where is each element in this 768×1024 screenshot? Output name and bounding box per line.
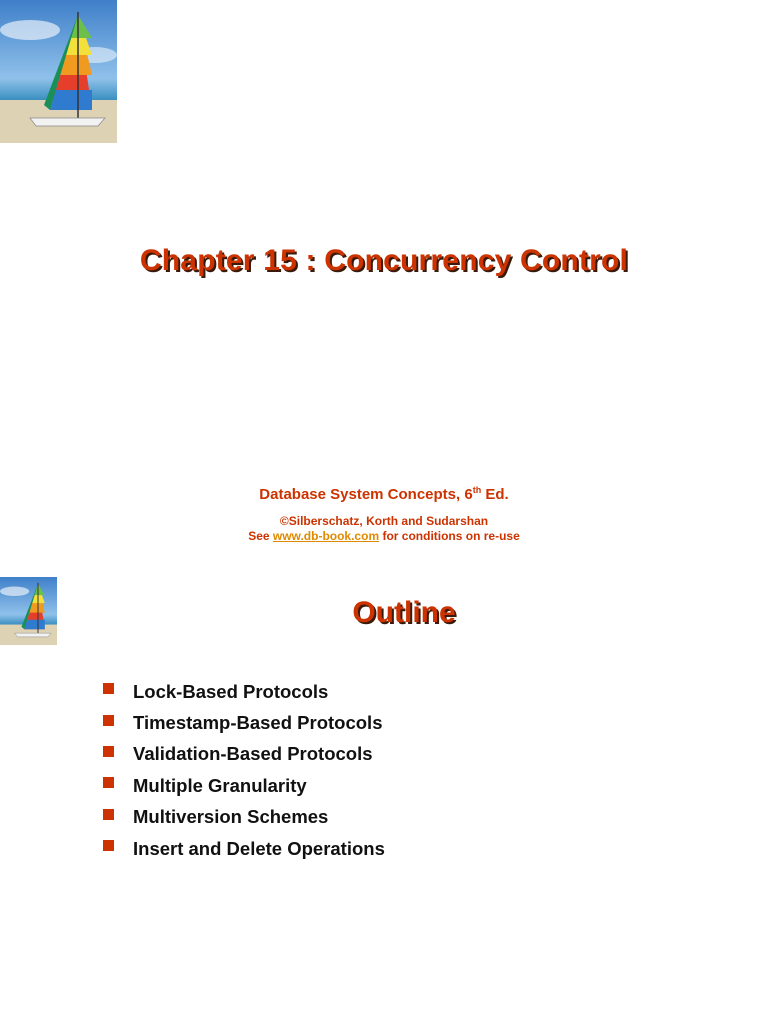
list-item-label: Lock-Based Protocols — [133, 680, 329, 702]
list-item — [103, 676, 385, 707]
list-item-label: Validation-Based Protocols — [133, 743, 373, 765]
outline-title: Outline — [352, 596, 456, 629]
square-bullet-icon — [103, 746, 114, 757]
book-title-text: Database System Concepts, 6 — [259, 486, 473, 503]
outline-slide — [0, 572, 768, 1024]
copyright-line: ©Silberschatz, Korth and Sudarshan — [279, 514, 489, 528]
list-item — [103, 770, 385, 801]
reuse-prefix: See — [248, 529, 273, 543]
list-item-label: Insert and Delete Operations — [133, 837, 385, 859]
list-item-label: Multiversion Schemes — [133, 806, 329, 828]
list-item-label: Multiple Granularity — [133, 774, 307, 796]
list-item — [103, 833, 385, 864]
outline-list — [103, 676, 385, 864]
sailboat-logo-icon — [0, 0, 117, 143]
edition-tail: Ed. — [481, 486, 509, 503]
book-title — [0, 485, 768, 503]
square-bullet-icon — [103, 840, 114, 851]
chapter-title: Chapter 15 : Concurrency Control — [139, 244, 629, 277]
reuse-notice — [0, 529, 768, 543]
square-bullet-icon — [103, 777, 114, 788]
square-bullet-icon — [103, 715, 114, 726]
reuse-suffix: for conditions on re-use — [379, 529, 520, 543]
square-bullet-icon — [103, 683, 114, 694]
list-item — [103, 707, 385, 738]
square-bullet-icon — [103, 809, 114, 820]
list-item-label: Timestamp-Based Protocols — [133, 712, 383, 734]
db-book-link[interactable]: www.db-book.com — [272, 529, 380, 543]
edition-suffix: th — [472, 485, 482, 495]
list-item — [103, 802, 385, 833]
list-item — [103, 739, 385, 770]
